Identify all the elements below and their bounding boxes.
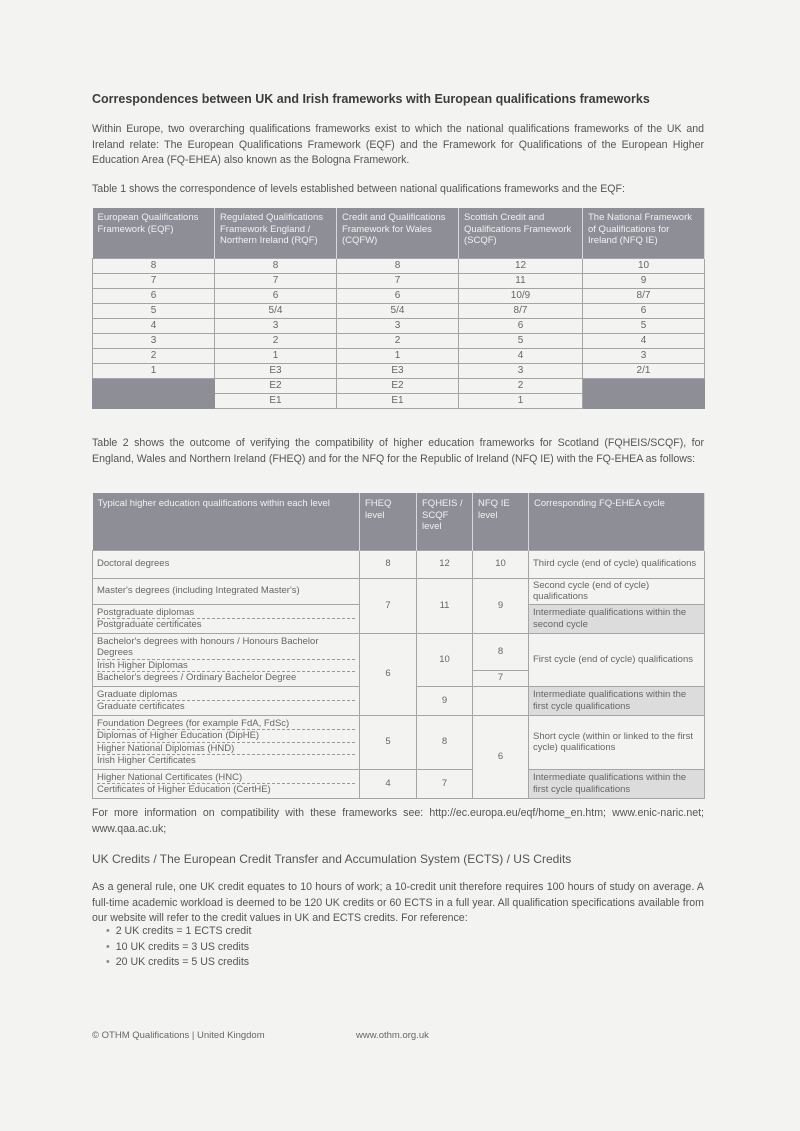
table1-header: Credit and Qualifications Framework for Wales (CQFW) [337,208,459,258]
qual-pg-diploma: Postgraduate diplomas [97,607,355,620]
qual-masters: Master's degrees (including Integrated Master's) [93,578,360,604]
table-row [93,333,705,348]
scqf-level: 8 [417,715,473,769]
table-cell: 3 [583,348,705,363]
eqf-correspondence-table [92,208,705,409]
more-info-paragraph: For more information on compatibility with these frameworks see: http://ec.europa.eu/eqf/home_en.htm; www.enic-naric.net; www.qaa.ac.uk; [92,807,704,835]
table-cell: 3 [459,363,583,378]
table-cell: 10/9 [459,288,583,303]
table-cell: 2 [215,333,337,348]
table-cell: 4 [459,348,583,363]
qual-irish-hc: Irish Higher Certificates [97,755,196,766]
table-cell: 4 [583,333,705,348]
table-cell [583,378,705,393]
table-cell: 6 [583,303,705,318]
table1-header: Scottish Credit and Qualifications Framework (SCQF) [459,208,583,258]
table-cell: 3 [93,333,215,348]
fheq-level: 8 [360,550,417,578]
table-row [93,273,705,288]
footer-copyright: © OTHM Qualifications | United Kingdom [92,1030,265,1041]
table-cell: 5/4 [215,303,337,318]
table-cell: 4 [93,318,215,333]
table-cell: 7 [93,273,215,288]
table-cell: 3 [337,318,459,333]
table-cell: 6 [93,288,215,303]
nfq-level: 10 [473,550,529,578]
qual-diphe: Diplomas of Higher Education (DipHE) [97,730,355,743]
table-row [93,378,705,393]
table-cell: 1 [215,348,337,363]
list-item: • 10 UK credits = 3 US credits [106,940,251,956]
table2-header-nfq: NFQ IE level [473,493,529,550]
table2-header-typical: Typical higher education qualifications within each level [93,493,360,550]
nfq-level [473,686,529,715]
fheq-level: 6 [360,633,417,715]
table-cell: 1 [337,348,459,363]
table-cell: 8/7 [583,288,705,303]
cycle-cell: Intermediate qualifications within the first cycle qualifications [529,769,705,798]
nfq-level [473,633,529,686]
nfq-level: 6 [473,715,529,798]
cycle-cell: Third cycle (end of cycle) qualifications [529,550,705,578]
credits-paragraph: As a general rule, one UK credit equates to 10 hours of work; a 10-credit unit therefore requires 100 hours of study on average. A full-time academic workload is deemed to be 120 UK credits or 60 ECTS in a full year. All qualification specifications available from our website will refer to the credit values in UK and ECTS credits. For reference: [92,881,704,924]
table-cell: 5 [459,333,583,348]
table-cell: 12 [459,258,583,273]
nfq-level-ord: 7 [497,672,504,683]
table2-header-fheq: FHEQ level [360,493,417,550]
table-cell: 1 [459,393,583,408]
qual-doctoral: Doctoral degrees [93,550,360,578]
table2-intro: Table 2 shows the outcome of verifying the compatibility of higher education frameworks for Scotland (FQHEIS/SCQF), for England, Wales and Northern Ireland (FHEQ) and for the NFQ for the Republic of Ireland (NFQ IE) with the FQ-EHEA as follows: [92,437,704,465]
table-row [93,348,705,363]
page-heading: Correspondences between UK and Irish frameworks with European qualifications frameworks [92,92,650,106]
table-cell: 8 [337,258,459,273]
table-row [93,363,705,378]
table-row [93,258,705,273]
qual-pg-certificate: Postgraduate certificates [97,619,202,630]
fq-ehea-compatibility-table [92,493,705,799]
table-cell: 5 [93,303,215,318]
table-cell: 3 [215,318,337,333]
cycle-cell: Second cycle (end of cycle) qualifications [529,578,705,604]
qual-bachelor-hons: Bachelor's degrees with honours / Honours Bachelor Degrees [97,636,355,660]
table-cell [583,393,705,408]
table-cell: 5/4 [337,303,459,318]
list-item: • 2 UK credits = 1 ECTS credit [106,924,251,940]
qual-bachelor [93,633,360,686]
table-cell: 6 [459,318,583,333]
scqf-level: 11 [417,578,473,633]
qual-bachelor-ord: Bachelor's degrees / Ordinary Bachelor Degree [97,672,297,683]
intro-paragraph: Within Europe, two overarching qualifications frameworks exist to which the national qualifications frameworks of the UK and Ireland relate: The European Qualifications Framework (EQF) and the Framework for Qualifications of the European Higher Education Area (FQ-EHEA) also known as the Bologna Framework. [92,123,704,166]
table-cell: 2/1 [583,363,705,378]
table-cell: 6 [337,288,459,303]
cycle-cell: Intermediate qualifications within the first cycle qualifications [529,686,705,715]
table-cell [93,393,215,408]
qual-certhe: Certificates of Higher Education (CertHE) [97,784,271,795]
qual-hnc [93,769,360,798]
scqf-level: 7 [417,769,473,798]
table-cell: 7 [215,273,337,288]
fheq-level: 7 [360,578,417,633]
table-cell: 2 [337,333,459,348]
table-cell: 10 [583,258,705,273]
table-row [93,318,705,333]
table-cell: 8 [215,258,337,273]
table-cell: 2 [459,378,583,393]
scqf-level: 12 [417,550,473,578]
scqf-level: 10 [417,633,473,686]
qual-postgraduate [93,604,360,633]
table-cell: E2 [337,378,459,393]
nfq-level: 9 [473,578,529,633]
table-cell: E3 [215,363,337,378]
fheq-level: 4 [360,769,417,798]
table-cell: 6 [215,288,337,303]
cycle-cell: Short cycle (within or linked to the first cycle) qualifications [529,715,705,769]
qual-short-cycle [93,715,360,769]
cycle-cell: Intermediate qualifications within the second cycle [529,604,705,633]
qual-foundation: Foundation Degrees (for example FdA, FdSc) [97,718,355,731]
qual-irish-hd: Irish Higher Diplomas [97,660,355,673]
table-cell: E2 [215,378,337,393]
table1-header: The National Framework of Qualifications for Ireland (NFQ IE) [583,208,705,258]
table-cell [93,378,215,393]
fheq-level: 5 [360,715,417,769]
table-cell: 2 [93,348,215,363]
table-row [93,288,705,303]
list-item: • 20 UK credits = 5 US credits [106,955,251,971]
qual-grad-certificate: Graduate certificates [97,701,185,712]
table2-header-cycle: Corresponding FQ-EHEA cycle [529,493,705,550]
qual-graduate [93,686,360,715]
table-cell: E3 [337,363,459,378]
table-cell: 8/7 [459,303,583,318]
qual-grad-diploma: Graduate diplomas [97,689,355,702]
table-cell: 8 [93,258,215,273]
cycle-cell: First cycle (end of cycle) qualifications [529,633,705,686]
table1-header: Regulated Qualifications Framework England / Northern Ireland (RQF) [215,208,337,258]
table-cell: 1 [93,363,215,378]
qual-hnc-name: Higher National Certificates (HNC) [97,772,355,785]
table2-header-fqheis: FQHEIS / SCQF level [417,493,473,550]
table1-header: European Qualifications Framework (EQF) [93,208,215,258]
table-cell: 9 [583,273,705,288]
nfq-level-hons: 8 [473,634,528,671]
table-row [93,303,705,318]
credits-heading: UK Credits / The European Credit Transfer and Accumulation System (ECTS) / US Credits [92,852,572,866]
table-cell: E1 [337,393,459,408]
table-cell: E1 [215,393,337,408]
table-row [93,393,705,408]
table-cell: 11 [459,273,583,288]
table-cell: 5 [583,318,705,333]
table1-intro: Table 1 shows the correspondence of levels established between national qualifications frameworks and the EQF: [92,183,625,195]
table-cell: 7 [337,273,459,288]
credits-list [106,924,251,971]
scqf-level: 9 [417,686,473,715]
footer-website: www.othm.org.uk [356,1030,429,1041]
qual-hnd: Higher National Diplomas (HND) [97,743,355,756]
